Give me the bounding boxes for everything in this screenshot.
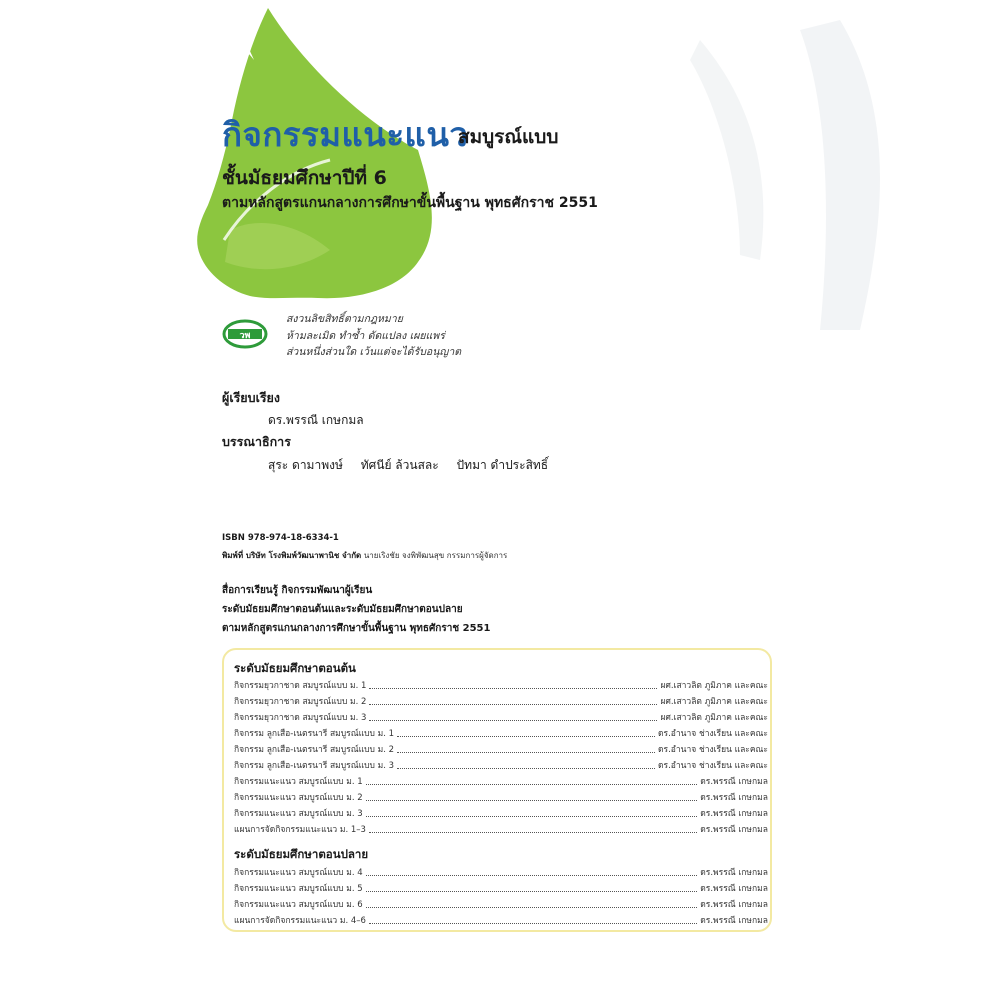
upper-secondary-heading: ระดับมัธยมศึกษาตอนปลาย <box>234 847 369 861</box>
catalog-row: กิจกรรมแนะแนว สมบูรณ์แบบ ม. 1 ดร.พรรณี เกษกมล <box>234 777 768 787</box>
isbn: ISBN 978-974-18-6334-1 <box>222 533 339 543</box>
author-name: ดร.พรรณี เกษกมล <box>268 413 364 427</box>
editor-name: ปัทมา ดำประสิทธิ์ <box>456 458 549 472</box>
catalog-row: กิจกรรมแนะแนว สมบูรณ์แบบ ม. 3 ดร.พรรณี เกษกมล <box>234 809 768 819</box>
media-description <box>222 581 490 638</box>
catalog-row: กิจกรรมแนะแนว สมบูรณ์แบบ ม. 6 ดร.พรรณี เกษกมล <box>234 900 768 910</box>
copyright-line: ห้ามละเมิด ทำซ้ำ ดัดแปลง เผยแพร่ <box>286 329 445 342</box>
media-line: ระดับมัธยมศึกษาตอนต้นและระดับมัธยมศึกษาตอนปลาย <box>222 604 463 615</box>
catalog-row: กิจกรรม ลูกเสือ-เนตรนารี สมบูรณ์แบบ ม. 2 ดร.อำนาจ ช่างเรียน และคณะ <box>234 745 768 755</box>
book-subtitle: สมบูรณ์แบบ <box>458 126 559 148</box>
editors-list <box>268 456 562 475</box>
catalog-row: แผนการจัดกิจกรรมแนะแนว ม. 4–6 ดร.พรรณี เกษกมล <box>234 916 768 926</box>
media-line: สื่อการเรียนรู้ กิจกรรมพัฒนาผู้เรียน <box>222 585 373 596</box>
catalog-row: กิจกรรม ลูกเสือ-เนตรนารี สมบูรณ์แบบ ม. 1 ดร.อำนาจ ช่างเรียน และคณะ <box>234 729 768 739</box>
copyright-line: สงวนลิขสิทธิ์ตามกฎหมาย <box>286 313 403 325</box>
catalog-row: กิจกรรมแนะแนว สมบูรณ์แบบ ม. 5 ดร.พรรณี เกษกมล <box>234 884 768 894</box>
author-label: ผู้เรียบเรียง <box>222 390 280 405</box>
editor-name: ทัศนีย์ ล้วนสละ <box>360 458 439 472</box>
catalog-row: กิจกรรมยุวกาชาด สมบูรณ์แบบ ม. 3 ผศ.เสาวลิต ภูมิภาค และคณะ <box>234 713 768 723</box>
media-line: ตามหลักสูตรแกนกลางการศึกษาขั้นพื้นฐาน พุทธศักราช 2551 <box>222 623 491 634</box>
catalog-row: กิจกรรมแนะแนว สมบูรณ์แบบ ม. 4 ดร.พรรณี เกษกมล <box>234 868 768 878</box>
copyright-notice <box>286 311 461 361</box>
editor-name: สุระ ดามาพงษ์ <box>268 458 343 472</box>
lower-secondary-heading: ระดับมัธยมศึกษาตอนต้น <box>234 661 356 675</box>
grade-level: ชั้นมัธยมศึกษาปีที่ 6 <box>222 167 387 189</box>
publisher-logo-text: วพ <box>239 331 251 341</box>
catalog-row: กิจกรรมยุวกาชาด สมบูรณ์แบบ ม. 2 ผศ.เสาวลิต ภูมิภาค และคณะ <box>234 697 768 707</box>
copyright-line: ส่วนหนึ่งส่วนใด เว้นแต่จะได้รับอนุญาต <box>286 346 462 358</box>
catalog-row: กิจกรรมยุวกาชาด สมบูรณ์แบบ ม. 1 ผศ.เสาวลิต ภูมิภาค และคณะ <box>234 681 768 691</box>
book-title: กิจกรรมแนะแนว <box>222 115 469 154</box>
catalog-box <box>222 648 772 932</box>
printer-name: พิมพ์ที่ บริษัท โรงพิมพ์วัฒนาพานิช จำกัด <box>222 551 362 560</box>
catalog-row: กิจกรรมแนะแนว สมบูรณ์แบบ ม. 2 ดร.พรรณี เกษกมล <box>234 793 768 803</box>
printer-info <box>222 549 507 562</box>
editors-label: บรรณาธิการ <box>222 434 291 449</box>
catalog-row: แผนการจัดกิจกรรมแนะแนว ม. 1–3 ดร.พรรณี เกษกมล <box>234 825 768 835</box>
curriculum-line: ตามหลักสูตรแกนกลางการศึกษาขั้นพื้นฐาน พุทธศักราช 2551 <box>222 195 598 211</box>
printer-manager: นายเริงชัย จงพิพัฒนสุข กรรมการผู้จัดการ <box>363 551 508 560</box>
catalog-row: กิจกรรม ลูกเสือ-เนตรนารี สมบูรณ์แบบ ม. 3 ดร.อำนาจ ช่างเรียน และคณะ <box>234 761 768 771</box>
publisher-logo <box>222 319 268 349</box>
